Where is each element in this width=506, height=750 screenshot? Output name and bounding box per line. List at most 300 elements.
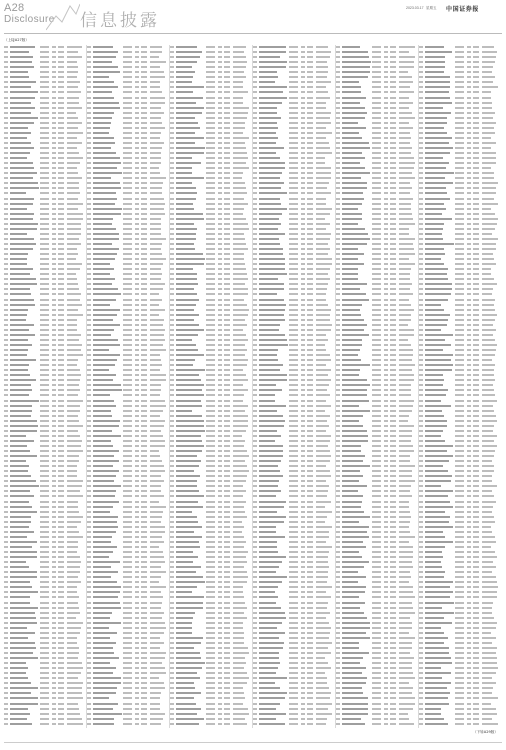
table-cell (253, 283, 257, 285)
table-cell (150, 516, 161, 518)
table-cell (218, 324, 222, 326)
table-cell (87, 622, 91, 624)
table-cell (473, 122, 479, 124)
table-cell (289, 182, 298, 184)
table-cell (259, 612, 286, 614)
table-cell (301, 167, 305, 169)
table-cell (289, 304, 298, 306)
table-cell (390, 642, 396, 644)
table-cell (253, 359, 257, 361)
table-cell (135, 708, 139, 710)
table-cell (253, 137, 257, 139)
table-cell (10, 627, 27, 629)
table-cell (316, 703, 332, 705)
table-cell (52, 617, 56, 619)
table-cell (372, 369, 381, 371)
table-cell (206, 531, 215, 533)
table-cell (342, 718, 361, 720)
table-cell (67, 299, 79, 301)
table-cell (253, 632, 257, 634)
table-cell (93, 374, 117, 376)
table-cell (176, 511, 193, 513)
table-cell (52, 208, 56, 210)
table-cell (259, 607, 281, 609)
table-cell (40, 142, 49, 144)
table-cell (253, 97, 257, 99)
table-cell (399, 581, 409, 583)
table-cell (40, 208, 49, 210)
table-cell (233, 187, 246, 189)
table-cell (206, 703, 215, 705)
table-cell (67, 475, 77, 477)
table-cell (316, 687, 329, 689)
table-cell (301, 495, 305, 497)
table-cell (384, 420, 388, 422)
table-cell (87, 612, 91, 614)
table-cell (473, 97, 479, 99)
table-cell (4, 647, 8, 649)
table-cell (93, 253, 117, 255)
table-cell (123, 713, 132, 715)
table-cell (170, 384, 174, 386)
table-cell (10, 238, 34, 240)
table-cell (150, 258, 166, 260)
table-cell (316, 622, 329, 624)
table-cell (123, 591, 132, 593)
table-cell (170, 233, 174, 235)
table-cell (399, 692, 412, 694)
table-cell (135, 607, 139, 609)
table-cell (384, 581, 388, 583)
table-cell (176, 622, 193, 624)
table-cell (399, 46, 414, 48)
table-cell (259, 177, 280, 179)
table-cell (176, 349, 198, 351)
table-cell (4, 324, 8, 326)
table-cell (67, 384, 79, 386)
table-cell (259, 218, 279, 220)
table-cell (316, 81, 331, 83)
table-cell (67, 192, 80, 194)
table-cell (336, 420, 340, 422)
table-cell (342, 177, 362, 179)
table-cell (123, 51, 132, 53)
table-cell (224, 253, 230, 255)
table-cell (87, 304, 91, 306)
table-cell (176, 708, 201, 710)
table-cell (40, 571, 49, 573)
table-cell (301, 223, 305, 225)
table-cell (218, 410, 222, 412)
table-cell (52, 455, 56, 457)
table-cell (141, 248, 147, 250)
table-cell (52, 258, 56, 260)
table-cell (150, 228, 161, 230)
table-cell (455, 177, 464, 179)
table-cell (170, 127, 174, 129)
table-cell (384, 304, 388, 306)
table-cell (52, 379, 56, 381)
table-cell (482, 157, 495, 159)
table-cell (316, 531, 329, 533)
table-cell (289, 157, 298, 159)
table-cell (336, 703, 340, 705)
table-cell (399, 127, 413, 129)
table-cell (399, 268, 410, 270)
table-cell (10, 182, 39, 184)
table-cell (67, 76, 77, 78)
table-cell (372, 253, 381, 255)
table-cell (218, 132, 222, 134)
table-cell (135, 319, 139, 321)
table-cell (336, 86, 340, 88)
table-cell (67, 329, 77, 331)
table-cell (473, 198, 479, 200)
table-cell (93, 435, 122, 437)
table-cell (135, 425, 139, 427)
table-cell (399, 470, 412, 472)
table-cell (52, 177, 56, 179)
table-cell (259, 400, 276, 402)
table-cell (218, 182, 222, 184)
table-cell (455, 122, 464, 124)
table-cell (342, 218, 362, 220)
table-cell (259, 238, 279, 240)
table-cell (123, 506, 132, 508)
table-cell (52, 107, 56, 109)
table-cell (259, 470, 281, 472)
table-cell (399, 379, 414, 381)
table-cell (419, 86, 423, 88)
table-cell (170, 293, 174, 295)
table-cell (123, 672, 132, 674)
table-cell (233, 147, 245, 149)
table-cell (40, 713, 49, 715)
table-cell (316, 617, 326, 619)
table-cell (141, 455, 147, 457)
table-cell (52, 288, 56, 290)
table-cell (141, 506, 147, 508)
table-cell (150, 203, 165, 205)
table-cell (425, 51, 453, 53)
table-cell (307, 278, 313, 280)
table-cell (141, 647, 147, 649)
table-cell (170, 435, 174, 437)
table-cell (10, 718, 28, 720)
table-cell (170, 607, 174, 609)
table-cell (10, 541, 38, 543)
table-cell (455, 142, 464, 144)
table-cell (4, 288, 8, 290)
table-cell (253, 415, 257, 417)
table-cell (93, 142, 115, 144)
table-cell (253, 723, 257, 725)
table-cell (372, 172, 381, 174)
table-cell (52, 299, 56, 301)
table-cell (289, 218, 298, 220)
column-divider (169, 45, 170, 728)
table-cell (135, 662, 139, 664)
table-cell (206, 420, 215, 422)
table-cell (307, 288, 313, 290)
table-cell (123, 293, 132, 295)
table-cell (40, 425, 49, 427)
table-cell (58, 450, 64, 452)
table-cell (233, 703, 243, 705)
table-cell (170, 405, 174, 407)
table-cell (259, 248, 283, 250)
table-cell (150, 450, 159, 452)
table-cell (419, 81, 423, 83)
table-cell (384, 71, 388, 73)
table-cell (135, 349, 139, 351)
table-cell (206, 485, 215, 487)
table-cell (123, 152, 132, 154)
table-cell (87, 596, 91, 598)
table-cell (399, 344, 411, 346)
table-cell (170, 445, 174, 447)
table-cell (233, 349, 247, 351)
table-cell (58, 273, 64, 275)
table-cell (58, 405, 64, 407)
table-cell (253, 198, 257, 200)
table-cell (67, 117, 78, 119)
table-cell (150, 672, 165, 674)
table-cell (67, 586, 76, 588)
table-cell (176, 677, 200, 679)
table-cell (52, 374, 56, 376)
table-cell (123, 576, 132, 578)
table-cell (4, 177, 8, 179)
table-cell (93, 248, 119, 250)
table-cell (58, 516, 64, 518)
table-cell (135, 283, 139, 285)
table-cell (390, 410, 396, 412)
table-cell (301, 71, 305, 73)
table-cell (206, 708, 215, 710)
table-cell (233, 591, 243, 593)
table-cell (87, 288, 91, 290)
table-cell (150, 501, 159, 503)
table-cell (87, 248, 91, 250)
table-cell (40, 440, 49, 442)
table-cell (123, 56, 132, 58)
table-cell (307, 369, 313, 371)
table-cell (419, 218, 423, 220)
table-cell (233, 435, 242, 437)
table-cell (170, 339, 174, 341)
table-cell (316, 268, 330, 270)
table-cell (399, 480, 415, 482)
table-cell (150, 293, 159, 295)
table-cell (233, 410, 245, 412)
table-cell (87, 561, 91, 563)
table-cell (372, 617, 381, 619)
table-cell (342, 228, 365, 230)
table-cell (419, 167, 423, 169)
table-cell (4, 268, 8, 270)
table-cell (372, 430, 381, 432)
table-cell (342, 596, 359, 598)
table-cell (342, 122, 359, 124)
table-cell (224, 71, 230, 73)
table-cell (372, 697, 381, 699)
table-cell (390, 531, 396, 533)
table-cell (307, 218, 313, 220)
table-cell (10, 617, 37, 619)
table-cell (336, 253, 340, 255)
table-cell (150, 117, 161, 119)
table-cell (218, 76, 222, 78)
table-cell (4, 384, 8, 386)
table-cell (150, 480, 164, 482)
table-cell (52, 314, 56, 316)
table-cell (150, 596, 162, 598)
table-cell (67, 410, 80, 412)
table-cell (218, 435, 222, 437)
table-cell (93, 420, 121, 422)
table-cell (233, 450, 246, 452)
table-cell (4, 516, 8, 518)
table-cell (10, 167, 34, 169)
table-cell (342, 182, 368, 184)
table-cell (67, 319, 77, 321)
table-cell (384, 485, 388, 487)
table-cell (93, 622, 122, 624)
table-cell (4, 450, 8, 452)
table-cell (390, 51, 396, 53)
table-cell (289, 46, 298, 48)
table-cell (4, 354, 8, 356)
table-cell (4, 283, 8, 285)
table-cell (316, 288, 327, 290)
table-cell (150, 526, 165, 528)
table-cell (67, 521, 81, 523)
table-cell (206, 642, 215, 644)
table-cell (233, 546, 244, 548)
table-cell (336, 566, 340, 568)
table-cell (233, 657, 245, 659)
table-cell (93, 576, 111, 578)
table-cell (135, 541, 139, 543)
table-cell (253, 66, 257, 68)
table-cell (390, 213, 396, 215)
table-cell (224, 177, 230, 179)
table-cell (307, 677, 313, 679)
table-cell (123, 147, 132, 149)
table-cell (67, 228, 81, 230)
table-cell (87, 718, 91, 720)
table-cell (384, 657, 388, 659)
table-cell (253, 122, 257, 124)
table-cell (218, 723, 222, 725)
table-cell (87, 238, 91, 240)
table-cell (301, 490, 305, 492)
table-cell (384, 480, 388, 482)
table-cell (170, 657, 174, 659)
table-cell (384, 546, 388, 548)
table-cell (52, 354, 56, 356)
table-cell (224, 713, 230, 715)
table-cell (289, 233, 298, 235)
table-cell (176, 531, 194, 533)
table-cell (390, 248, 396, 250)
table-cell (253, 208, 257, 210)
table-cell (40, 708, 49, 710)
table-cell (40, 521, 49, 523)
table-cell (176, 662, 205, 664)
table-cell (336, 152, 340, 154)
table-cell (52, 571, 56, 573)
table-cell (218, 273, 222, 275)
table-cell (372, 329, 381, 331)
table-cell (10, 405, 32, 407)
table-cell (384, 531, 388, 533)
table-cell (259, 117, 282, 119)
table-cell (135, 526, 139, 528)
table-cell (4, 152, 8, 154)
table-cell (58, 71, 64, 73)
table-cell (233, 551, 248, 553)
table-cell (372, 218, 381, 220)
table-cell (316, 344, 325, 346)
table-cell (10, 723, 32, 725)
table-cell (473, 208, 479, 210)
table-cell (384, 495, 388, 497)
table-cell (316, 97, 330, 99)
table-cell (10, 642, 35, 644)
table-cell (399, 657, 414, 659)
table-cell (307, 521, 313, 523)
table-cell (176, 359, 195, 361)
table-cell (425, 76, 450, 78)
table-cell (170, 299, 174, 301)
table-cell (218, 278, 222, 280)
table-cell (4, 167, 8, 169)
table-cell (176, 102, 196, 104)
table-cell (399, 531, 410, 533)
table-cell (40, 536, 49, 538)
table-cell (390, 450, 396, 452)
table-cell (342, 506, 361, 508)
table-cell (425, 152, 451, 154)
table-cell (336, 723, 340, 725)
table-cell (52, 501, 56, 503)
table-cell (87, 273, 91, 275)
table-cell (206, 46, 215, 48)
table-cell (419, 172, 423, 174)
table-cell (52, 586, 56, 588)
table-cell (176, 223, 195, 225)
table-cell (301, 339, 305, 341)
table-cell (141, 718, 147, 720)
table-cell (390, 329, 396, 331)
table-cell (390, 162, 396, 164)
table-cell (176, 76, 193, 78)
table-cell (384, 591, 388, 593)
table-cell (384, 551, 388, 553)
table-cell (87, 86, 91, 88)
table-cell (206, 394, 215, 396)
table-cell (170, 410, 174, 412)
table-cell (176, 470, 194, 472)
table-cell (399, 511, 409, 513)
table-cell (93, 652, 114, 654)
table-cell (10, 97, 35, 99)
table-cell (384, 576, 388, 578)
table-cell (384, 182, 388, 184)
table-cell (253, 521, 257, 523)
